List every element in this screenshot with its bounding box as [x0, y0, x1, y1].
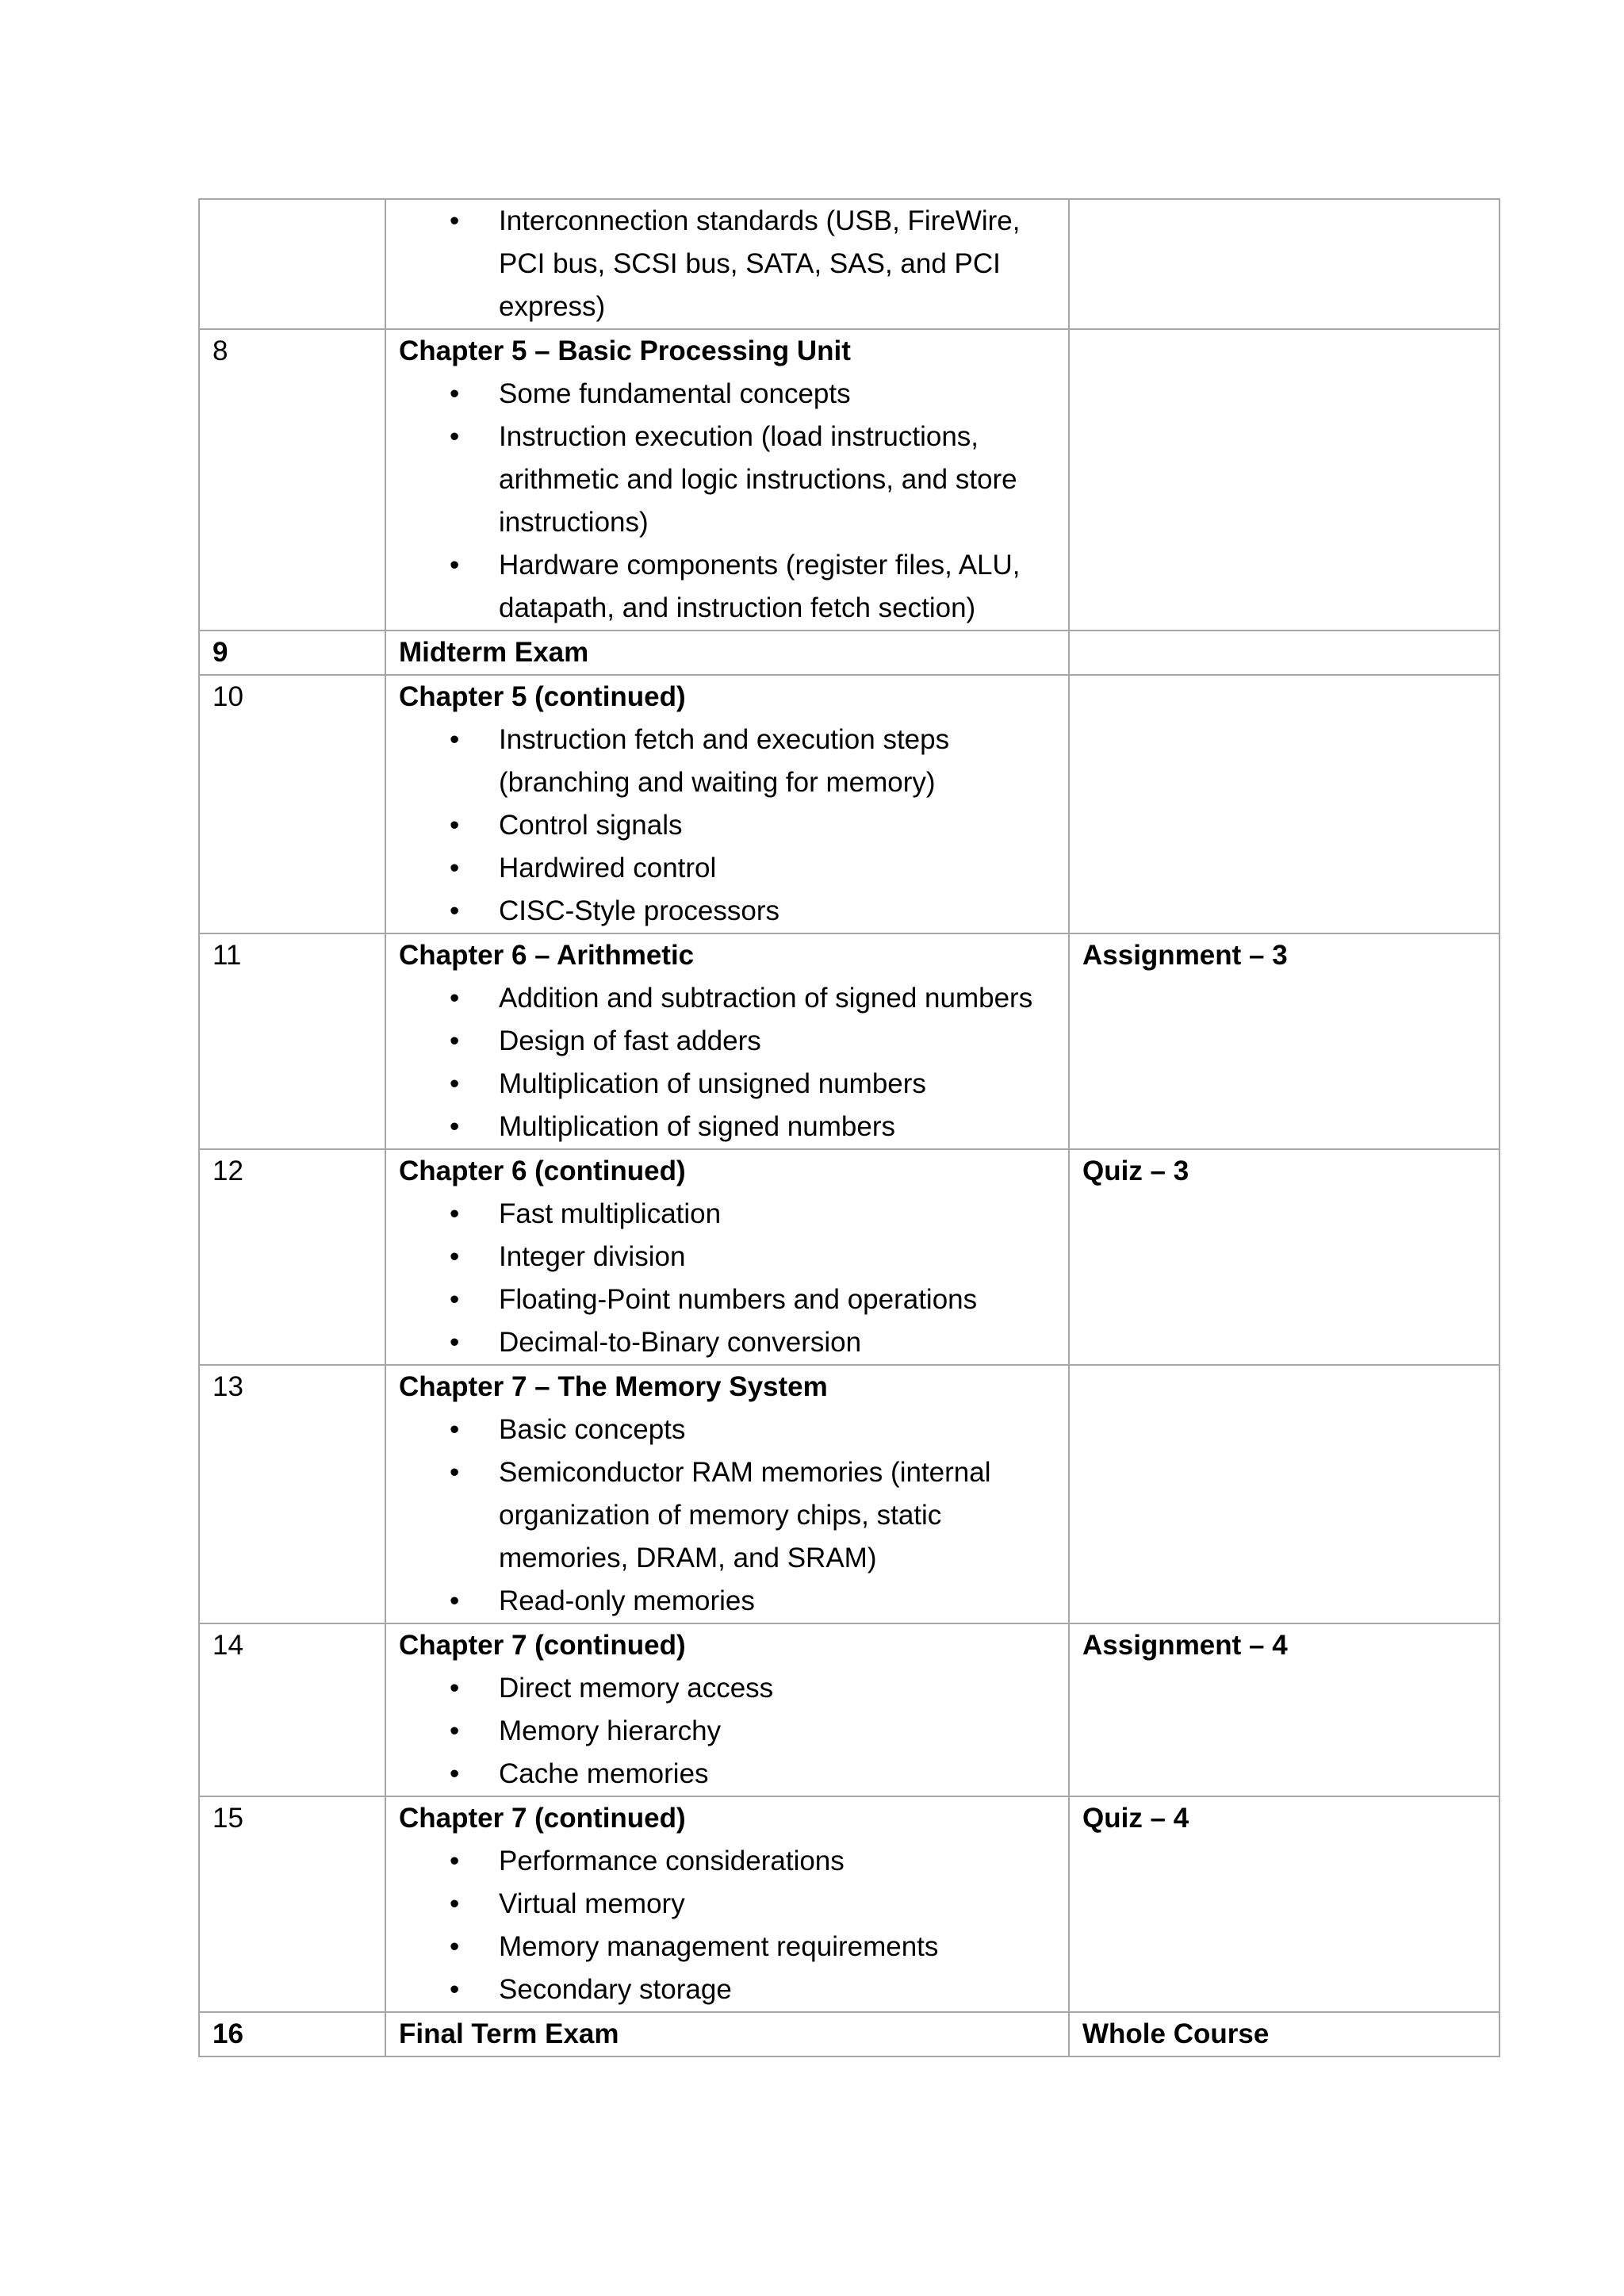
- topic-list: [399, 1409, 1055, 1623]
- list-item: • Virtual memory: [499, 1883, 1055, 1926]
- table-row: [199, 675, 1500, 933]
- assessment-cell: [1069, 2012, 1500, 2056]
- week-cell: [199, 1623, 385, 1796]
- week-number: 15: [213, 1803, 243, 1834]
- table-row: [199, 631, 1500, 675]
- chapter-title: Chapter 7 – The Memory System: [399, 1371, 828, 1402]
- list-item: • Semiconductor RAM memories (internal organization of memory chips, static memories, DRAM, and SRAM): [499, 1451, 1055, 1580]
- table-row: [199, 1796, 1500, 2012]
- list-item: • Basic concepts: [499, 1409, 1055, 1451]
- topic-list: [399, 977, 1055, 1148]
- topic-list: [399, 200, 1055, 328]
- list-item: • Hardware components (register files, ALU, datapath, and instruction fetch section): [499, 544, 1055, 630]
- table-row: [199, 1623, 1500, 1796]
- table-row: [199, 199, 1500, 329]
- list-item: • Interconnection standards (USB, FireWire, PCI bus, SCSI bus, SATA, SAS, and PCI express): [499, 200, 1055, 328]
- list-item: • Multiplication of unsigned numbers: [499, 1063, 1055, 1106]
- list-item: • Multiplication of signed numbers: [499, 1106, 1055, 1148]
- topic-list: [399, 719, 1055, 933]
- list-item: • Some fundamental concepts: [499, 373, 1055, 416]
- week-cell: [199, 675, 385, 933]
- week-number: 9: [213, 637, 228, 668]
- chapter-title: Chapter 6 – Arithmetic: [399, 940, 695, 971]
- topic-cell: [385, 2012, 1069, 2056]
- list-item: • Design of fast adders: [499, 1020, 1055, 1063]
- exam-title: Midterm Exam: [399, 637, 589, 668]
- list-item: • Memory management requirements: [499, 1926, 1055, 1968]
- week-number: 16: [213, 2018, 243, 2049]
- week-cell: [199, 199, 385, 329]
- assessment-cell: [1069, 199, 1500, 329]
- exam-title: Final Term Exam: [399, 2018, 619, 2049]
- list-item: • Addition and subtraction of signed numbers: [499, 977, 1055, 1020]
- week-number: 10: [213, 681, 243, 712]
- list-item: • Read-only memories: [499, 1580, 1055, 1623]
- table-row: [199, 1149, 1500, 1365]
- week-number: 8: [213, 335, 228, 366]
- topic-cell: [385, 1149, 1069, 1365]
- topic-list: [399, 373, 1055, 630]
- list-item: • Integer division: [499, 1236, 1055, 1278]
- topic-list: [399, 1840, 1055, 2011]
- assessment-label: Assignment – 4: [1082, 1630, 1288, 1661]
- assessment-label: Whole Course: [1082, 2018, 1270, 2049]
- assessment-cell: [1069, 631, 1500, 675]
- topic-cell: [385, 1796, 1069, 2012]
- assessment-cell: [1069, 1365, 1500, 1623]
- week-cell: [199, 1365, 385, 1623]
- chapter-title: Chapter 5 (continued): [399, 681, 686, 712]
- list-item: • Instruction execution (load instructions, arithmetic and logic instructions, and store instructions): [499, 416, 1055, 544]
- list-item: • Memory hierarchy: [499, 1710, 1055, 1753]
- course-schedule-table: [198, 198, 1500, 2057]
- list-item: • Secondary storage: [499, 1968, 1055, 2011]
- list-item: • Floating-Point numbers and operations: [499, 1278, 1055, 1321]
- assessment-label: Quiz – 3: [1082, 1156, 1189, 1186]
- topic-cell: [385, 199, 1069, 329]
- assessment-cell: [1069, 1796, 1500, 2012]
- assessment-cell: [1069, 933, 1500, 1149]
- list-item: • CISC-Style processors: [499, 890, 1055, 933]
- week-cell: [199, 329, 385, 631]
- topic-cell: [385, 1365, 1069, 1623]
- week-cell: [199, 933, 385, 1149]
- table-row: [199, 329, 1500, 631]
- assessment-label: Assignment – 3: [1082, 940, 1288, 971]
- schedule-body: [199, 199, 1500, 2056]
- chapter-title: Chapter 7 (continued): [399, 1803, 686, 1834]
- list-item: • Performance considerations: [499, 1840, 1055, 1883]
- chapter-title: Chapter 6 (continued): [399, 1156, 686, 1186]
- week-number: 14: [213, 1630, 243, 1661]
- table-row: [199, 1365, 1500, 1623]
- list-item: • Instruction fetch and execution steps (branching and waiting for memory): [499, 719, 1055, 804]
- topic-cell: [385, 933, 1069, 1149]
- week-cell: [199, 1796, 385, 2012]
- list-item: • Decimal-to-Binary conversion: [499, 1321, 1055, 1364]
- assessment-cell: [1069, 329, 1500, 631]
- week-cell: [199, 1149, 385, 1365]
- list-item: • Cache memories: [499, 1753, 1055, 1796]
- topic-list: [399, 1667, 1055, 1796]
- list-item: • Hardwired control: [499, 847, 1055, 890]
- table-row: [199, 933, 1500, 1149]
- list-item: • Control signals: [499, 804, 1055, 847]
- list-item: • Fast multiplication: [499, 1193, 1055, 1236]
- assessment-label: Quiz – 4: [1082, 1803, 1189, 1834]
- week-number: 13: [213, 1371, 243, 1402]
- assessment-cell: [1069, 675, 1500, 933]
- topic-cell: [385, 329, 1069, 631]
- topic-cell: [385, 631, 1069, 675]
- chapter-title: Chapter 5 – Basic Processing Unit: [399, 335, 851, 366]
- topic-cell: [385, 675, 1069, 933]
- list-item: • Direct memory access: [499, 1667, 1055, 1710]
- assessment-cell: [1069, 1149, 1500, 1365]
- week-cell: [199, 631, 385, 675]
- week-number: 12: [213, 1156, 243, 1186]
- chapter-title: Chapter 7 (continued): [399, 1630, 686, 1661]
- topic-cell: [385, 1623, 1069, 1796]
- table-row: [199, 2012, 1500, 2056]
- week-number: 11: [213, 940, 242, 971]
- week-cell: [199, 2012, 385, 2056]
- topic-list: [399, 1193, 1055, 1364]
- assessment-cell: [1069, 1623, 1500, 1796]
